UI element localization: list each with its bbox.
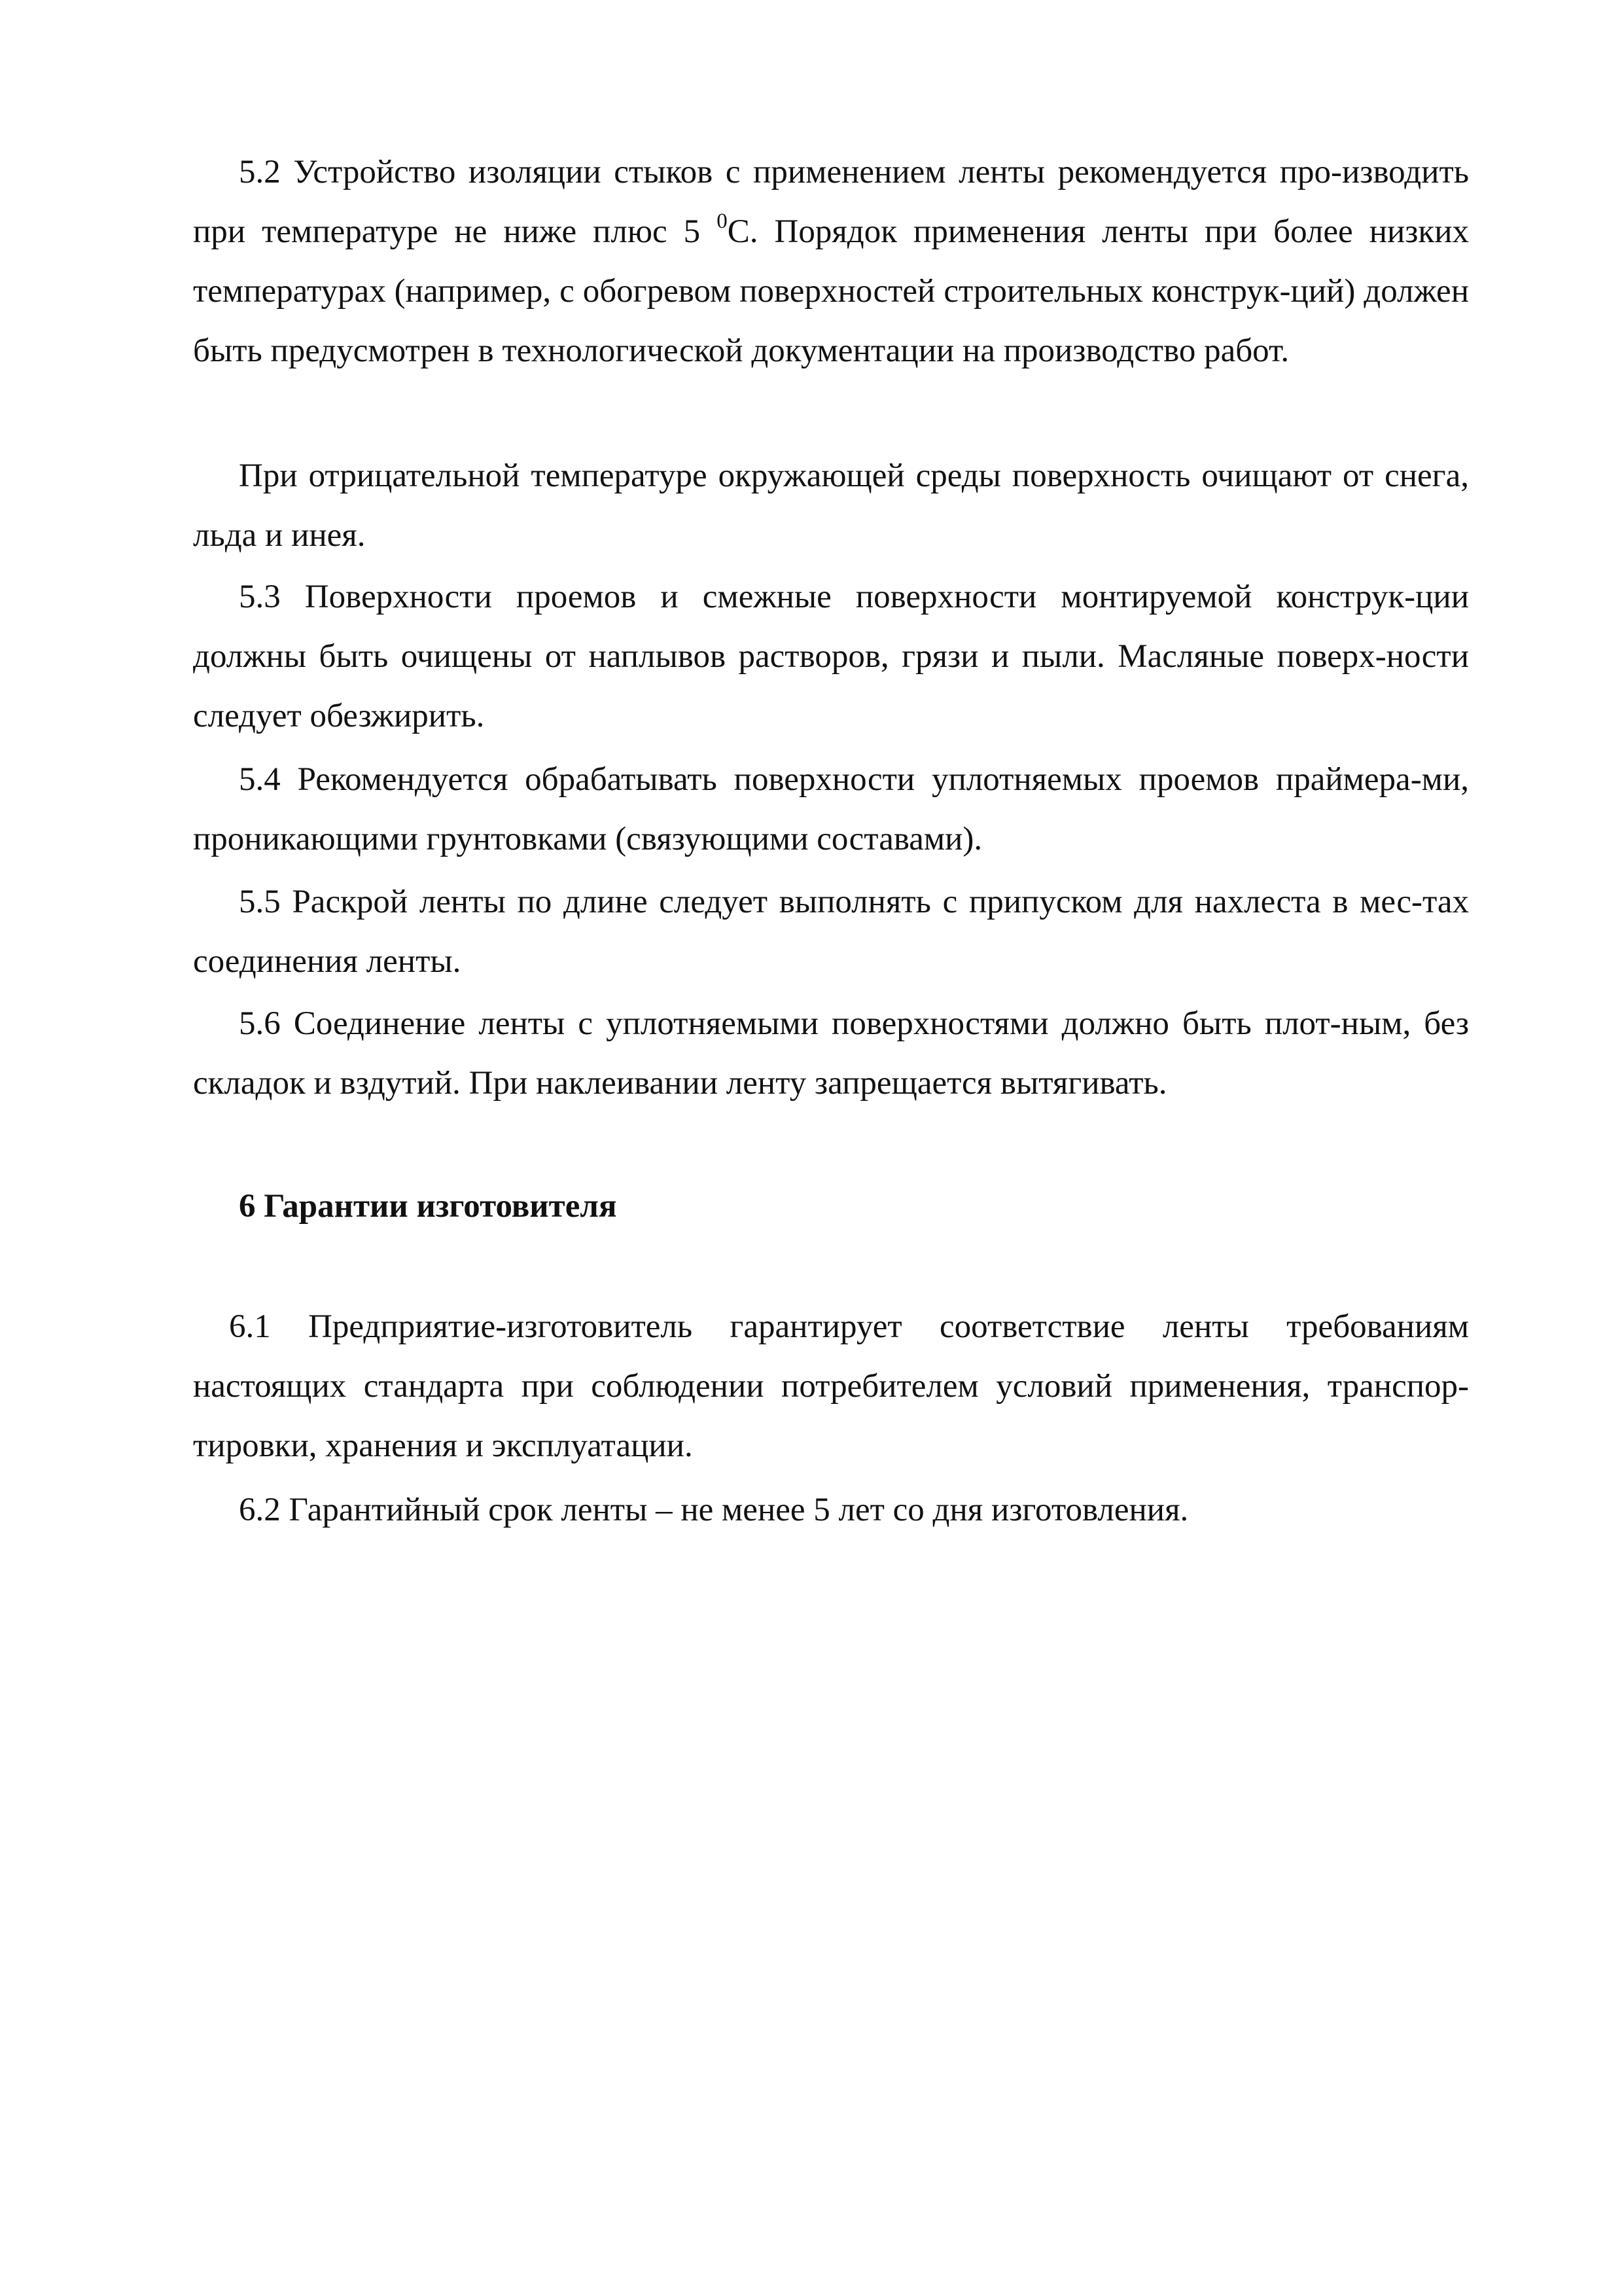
- paragraph-5-6: 5.6 Соединение ленты с уплотняемыми поверхностями должно быть плот-ным, без складок и вздутий. При наклеивании ленту запрещается вытягивать.: [193, 1005, 1469, 1102]
- paragraph-5-4: 5.4 Рекомендуется обрабатывать поверхности уплотняемых проемов праймера-ми, проникающими грунтовками (связующими составами).: [193, 761, 1469, 857]
- degree-superscript: 0: [716, 209, 728, 233]
- paragraph-5-5: 5.5 Раскрой ленты по длине следует выполнять с припуском для нахлеста в мес-тах соединения ленты.: [193, 884, 1469, 980]
- paragraph-5-2-text-a: 5.2 Устройство изоляции стыков с применением ленты рекомендуется про-изводить при температуре не ниже плюс 5: [193, 154, 1469, 250]
- paragraph-negative-temperature: При отрицательной температуре окружающей среды поверхность очищают от снега, льда и инея.: [193, 457, 1469, 554]
- section-6-heading: 6 Гарантии изготовителя: [239, 1188, 617, 1225]
- paragraph-5-3: 5.3 Поверхности проемов и смежные поверхности монтируемой конструк-ции должны быть очищены от наплывов растворов, грязи и пыли. Масляные поверх-ности следует обезжирить.: [193, 579, 1469, 734]
- paragraph-5-2: [193, 143, 1469, 381]
- paragraph-6-1: 6.1 Предприятие-изготовитель гарантирует соответствие ленты требованиям настоящих стандарта при соблюдении потребителем условий применения, транспор-тировки, хранения и эксплуатации.: [193, 1308, 1469, 1464]
- paragraph-6-2: 6.2 Гарантийный срок ленты – не менее 5 лет со дня изготовления.: [239, 1492, 1189, 1528]
- paragraph-5-2-text-b: С. Порядок применения ленты при более низких температурах (например, с обогревом поверхностей строительных конструк-ций) должен быть предусмотрен в технологической документации на производство работ.: [193, 213, 1469, 369]
